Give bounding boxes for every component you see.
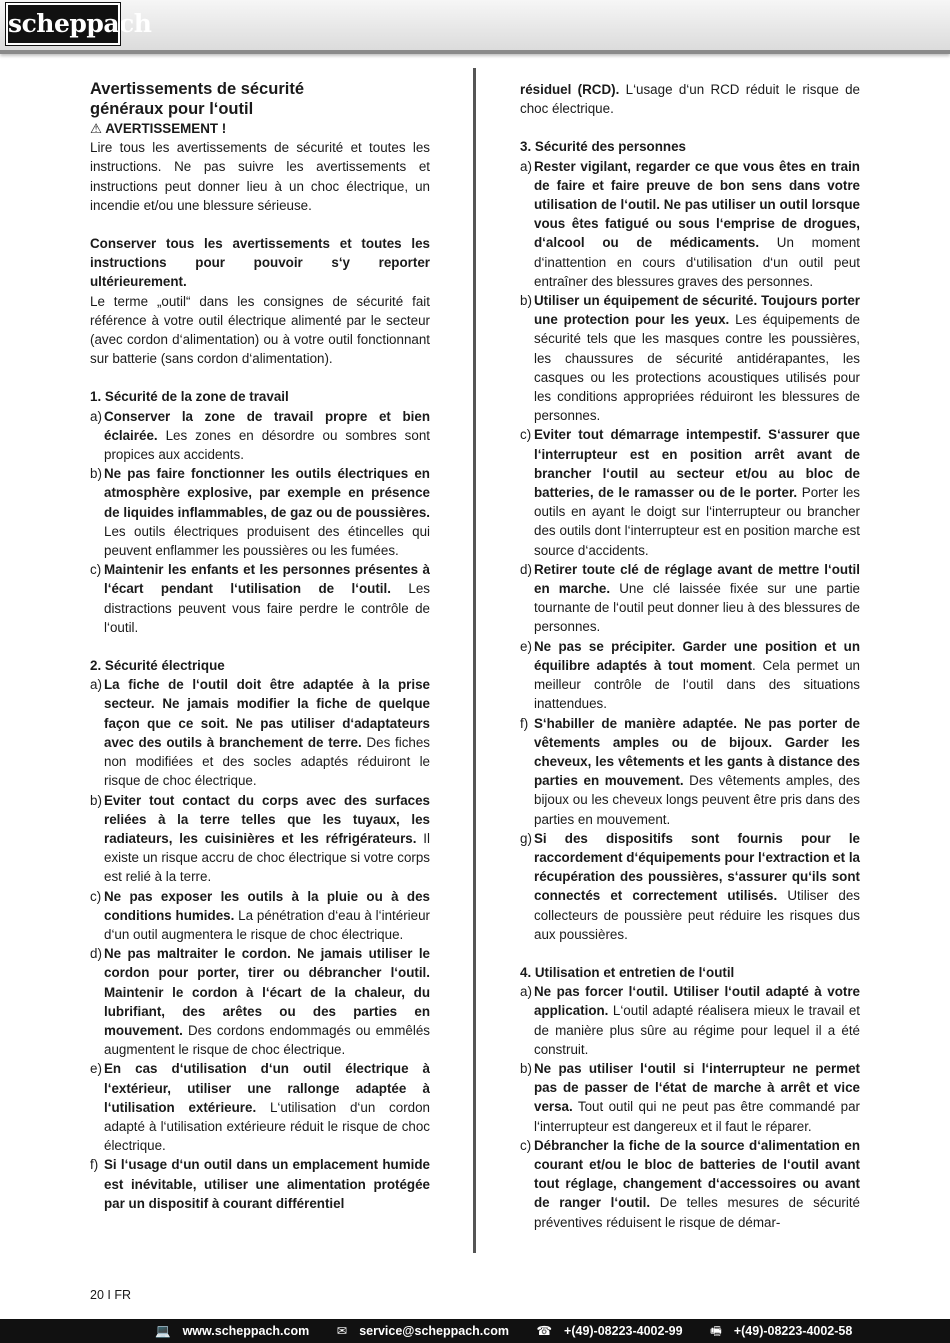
list-item xyxy=(520,1059,860,1136)
item-text: Les outils électriques produisent des étincelles qui peuvent enflammer les poussières ou les fumées. xyxy=(104,523,430,559)
footer-bar xyxy=(0,1319,950,1343)
list-item xyxy=(520,291,860,425)
item-bold-text: Débrancher la fiche de la source d‘alimentation en courant et/ou le bloc de batteries de l‘outil avant tout réglage, changement d‘accessoires ou avant de ranger l‘outil. xyxy=(534,1137,860,1211)
item-letter: a) xyxy=(90,408,102,424)
item-letter: e) xyxy=(90,1061,102,1077)
section-2-list xyxy=(90,675,430,1213)
continued-item: résiduel (RCD). L‘usage d‘un RCD réduit le risque de choc électrique. xyxy=(520,82,860,117)
section-2-title: 2. Sécurité électrique xyxy=(90,658,225,674)
item-text: . Cela permet un meilleur contrôle de l‘outil dans des situations inattendues. xyxy=(534,657,860,712)
item-bold-text: Maintenir les enfants et les personnes présentes à l‘écart pendant l‘utilisation de l‘outil. xyxy=(104,562,430,597)
section-3-title: 3. Sécurité des personnes xyxy=(520,139,686,155)
item-bold-text: Eviter tout démarrage intempestif. S‘assurer que l‘interrupteur est en position arrêt avant de brancher l‘outil au secteur et/ou au bloc de batteries, de le ramasser ou de le porter. xyxy=(534,427,860,501)
item-letter: a) xyxy=(90,677,102,693)
item-text: Porter les outils en ayant le doigt sur l‘interrupteur ou brancher des outils dont l‘interrupteur est en position marche est source d‘accidents. xyxy=(534,485,861,558)
item-text: Des fiches non modifiées et des socles adaptés réduiront le risque de choc électrique. xyxy=(104,734,431,789)
list-item xyxy=(520,637,860,714)
item-bold-text: En cas d‘utilisation d‘un outil électrique à l‘extérieur, utiliser une rallonge adaptée à l‘utilisation extérieure. xyxy=(104,1061,430,1115)
item-bold-text: Ne pas exposer les outils à la pluie ou à des conditions humides. xyxy=(104,888,430,923)
list-item xyxy=(90,944,430,1059)
item-bold-text: Ne pas maltraiter le cordon. Ne jamais utiliser le cordon pour porter, tirer ou débrancher l‘outil. Maintenir le cordon à l‘écart de la chaleur, du lubrifiant, des arêtes ou des parties en mouvement. xyxy=(104,946,430,1038)
item-text: Les équipements de sécurité tels que les masques contre les poussières, les chaussures de sécurité antidérapantes, les casques ou les protections acoustiques utilisés pour les conditions appropriées réduiront les blessures de personnes. xyxy=(534,312,860,424)
item-text: L‘utilisation d‘un cordon adapté à l‘utilisation extérieure réduit le risque de choc électrique. xyxy=(104,1099,430,1154)
item-bold-text: Conserver la zone de travail propre et bien éclairée. xyxy=(104,408,430,443)
item-letter: a) xyxy=(520,158,532,174)
item-letter: d) xyxy=(90,946,102,962)
footer-email[interactable]: ✉ service@scheppach.com xyxy=(336,1324,509,1338)
item-letter: d) xyxy=(520,561,532,577)
list-item xyxy=(90,1155,430,1213)
item-bold-text: Ne pas utiliser l‘outil si l‘interrupteur ne permet pas de passer de l‘état de marche à arrêt et vice versa. xyxy=(534,1060,860,1115)
item-letter: f) xyxy=(90,1157,99,1173)
section-1-title: 1. Sécurité de la zone de travail xyxy=(90,389,289,405)
item-bold-text: Utiliser un équipement de sécurité. Toujours porter une protection pour les yeux. xyxy=(534,293,860,328)
phone-icon: ☎ xyxy=(536,1324,553,1338)
item-bold-text: Eviter tout contact du corps avec des surfaces reliées à la terre telles que les tuyaux, les radiateurs, les cuisinières et les réfrigérateurs. xyxy=(104,792,430,846)
section-1-list xyxy=(90,407,430,637)
item-bold-text: Si l‘usage d‘un outil dans un emplacement humide est inévitable, utiliser une alimentation protégée par un dispositif à courant différentiel xyxy=(104,1157,430,1211)
warning-heading xyxy=(90,119,430,138)
item-text: Des vêtements amples, des bijoux ou les cheveux longs peuvent être pris dans des parties en mouvement. xyxy=(534,773,860,827)
item-text: L‘outil adapté réalisera mieux le travail et de manière plus sûre au régime pour lequel il a été construit. xyxy=(534,1003,860,1057)
list-item xyxy=(520,157,860,291)
page-number: 20 I FR xyxy=(90,1288,131,1302)
keep-instructions: Conserver tous les avertissements et toutes les instructions pour pouvoir s‘y reporter ultérieurement. xyxy=(90,236,430,290)
item-bold-text: Ne pas se précipiter. Garder une position et un équilibre adaptés à tout moment xyxy=(534,638,860,673)
footer-web[interactable]: 💻 www.scheppach.com xyxy=(155,1324,310,1338)
footer-fax: 🖷 +(49)-08223-4002-58 xyxy=(710,1324,853,1338)
footer-phone: ☎ +(49)-08223-4002-99 xyxy=(536,1324,683,1338)
item-text: Tout outil qui ne peut pas être commandé par l‘interrupteur est dangereux et il faut le réparer. xyxy=(534,1099,860,1134)
scheppach-logo: scheppach xyxy=(6,3,120,45)
item-text: Utiliser des collecteurs de poussière peut réduire les risques dus aux poussières. xyxy=(534,888,860,942)
item-text: De telles mesures de sécurité préventives réduisent le risque de démar- xyxy=(534,1195,860,1230)
item-text: Il existe un risque accru de choc électrique si votre corps est relié à la terre. xyxy=(104,830,430,885)
item-letter: e) xyxy=(520,638,532,654)
computer-icon: 💻 xyxy=(155,1324,171,1338)
item-text: Un moment d‘inattention en cours d‘utilisation d‘un outil peut entraîner des blessures graves des personnes. xyxy=(534,235,860,289)
item-bold-text: La fiche de l‘outil doit être adaptée à la prise secteur. Ne jamais modifier la fiche de quelque façon que ce soit. Ne pas utiliser d‘adaptateurs avec des outils à branchement de terre. xyxy=(104,677,430,750)
list-item xyxy=(520,425,860,559)
item-letter: b) xyxy=(90,466,102,482)
right-column xyxy=(520,80,860,1232)
list-item xyxy=(520,1136,860,1232)
section-3-list xyxy=(520,157,860,944)
column-divider xyxy=(473,68,476,1253)
item-letter: a) xyxy=(520,984,532,1000)
item-letter: g) xyxy=(520,830,532,846)
item-bold-text: Ne pas faire fonctionner les outils électriques en atmosphère explosive, par exemple en présence de liquides inflammables, de gaz ou de poussières. xyxy=(104,466,430,520)
item-text: Des cordons endommagés ou emmêlés augmentent le risque de choc électrique. xyxy=(104,1022,430,1058)
item-letter: c) xyxy=(520,427,532,443)
item-text: La pénétration d‘eau à l‘intérieur d‘un outil augmentera le risque de choc électrique. xyxy=(104,907,430,942)
mail-icon: ✉ xyxy=(336,1324,348,1338)
title-line-2: généraux pour l‘outil xyxy=(90,99,254,118)
list-item xyxy=(90,560,430,637)
item-letter: c) xyxy=(520,1137,532,1153)
list-item xyxy=(90,675,430,790)
item-bold-text: Retirer toute clé de réglage avant de mettre l‘outil en marche. xyxy=(534,561,860,597)
fax-icon: 🖷 xyxy=(710,1324,722,1338)
section-4-title: 4. Utilisation et entretien de l‘outil xyxy=(520,964,735,980)
item-text: Les zones en désordre ou sombres sont propices aux accidents. xyxy=(104,427,430,463)
item-bold-text: Si des dispositifs sont fournis pour le raccordement d‘équipements pour l‘extraction et la récupération des poussières, s‘assurer qu‘ils sont connectés et correctement utilisés. xyxy=(534,830,860,904)
warning-label: AVERTISSEMENT ! xyxy=(105,121,227,136)
list-item xyxy=(90,791,430,887)
list-item xyxy=(90,464,430,560)
item-text: Les distractions peuvent vous faire perdre le contrôle de l‘outil. xyxy=(104,581,430,635)
list-item xyxy=(520,982,860,1059)
item-bold-text: Ne pas forcer l‘outil. Utiliser l‘outil adapté à votre application. xyxy=(534,984,860,1019)
list-item xyxy=(90,407,430,465)
item-letter: c) xyxy=(90,888,102,904)
item-letter: f) xyxy=(520,715,529,731)
left-column xyxy=(90,80,430,1213)
header-bar xyxy=(0,0,950,54)
warning-triangle-icon: ⚠ xyxy=(90,121,103,136)
item-letter: b) xyxy=(520,1060,532,1076)
item-bold-text: Rester vigilant, regarder ce que vous êtes en train de faire et faire preuve de bon sens dans votre utilisation de l‘outil. Ne pas utiliser un outil lorsque vous êtes fatigué ou sous l‘emprise de drogues, d‘alcool ou de médicaments. xyxy=(534,158,860,251)
item-letter: b) xyxy=(90,792,102,808)
list-item xyxy=(90,887,430,945)
item-letter: c) xyxy=(90,562,102,578)
section-4-list xyxy=(520,982,860,1232)
list-item xyxy=(90,1059,430,1155)
list-item xyxy=(520,560,860,637)
list-item xyxy=(520,829,860,944)
item-letter: b) xyxy=(520,293,532,309)
title-line-1: Avertissements de sécurité xyxy=(90,80,304,98)
intro-paragraph: Lire tous les avertissements de sécurité et toutes les instructions. Ne pas suivre les avertissements et instructions peut donner lieu à un choc électrique, un incendie et/ou une blessure sérieuse. xyxy=(90,140,430,213)
term-definition: Le terme „outil“ dans les consignes de sécurité fait référence à votre outil électrique alimenté par le secteur (avec cordon d‘alimentation) ou à votre outil fonctionnant sur batterie (sans cordon d‘alimentation). xyxy=(90,293,430,367)
item-bold-text: S‘habiller de manière adaptée. Ne pas porter de vêtements amples ou de bijoux. Garder les cheveux, les vêtements et les gants à distance des parties en mouvement. xyxy=(534,715,860,789)
list-item xyxy=(520,714,860,829)
item-text: Une clé laissée fixée sur une partie tournante de l‘outil peut donner lieu à des blessures de personnes. xyxy=(534,581,860,635)
section-title xyxy=(90,80,430,119)
